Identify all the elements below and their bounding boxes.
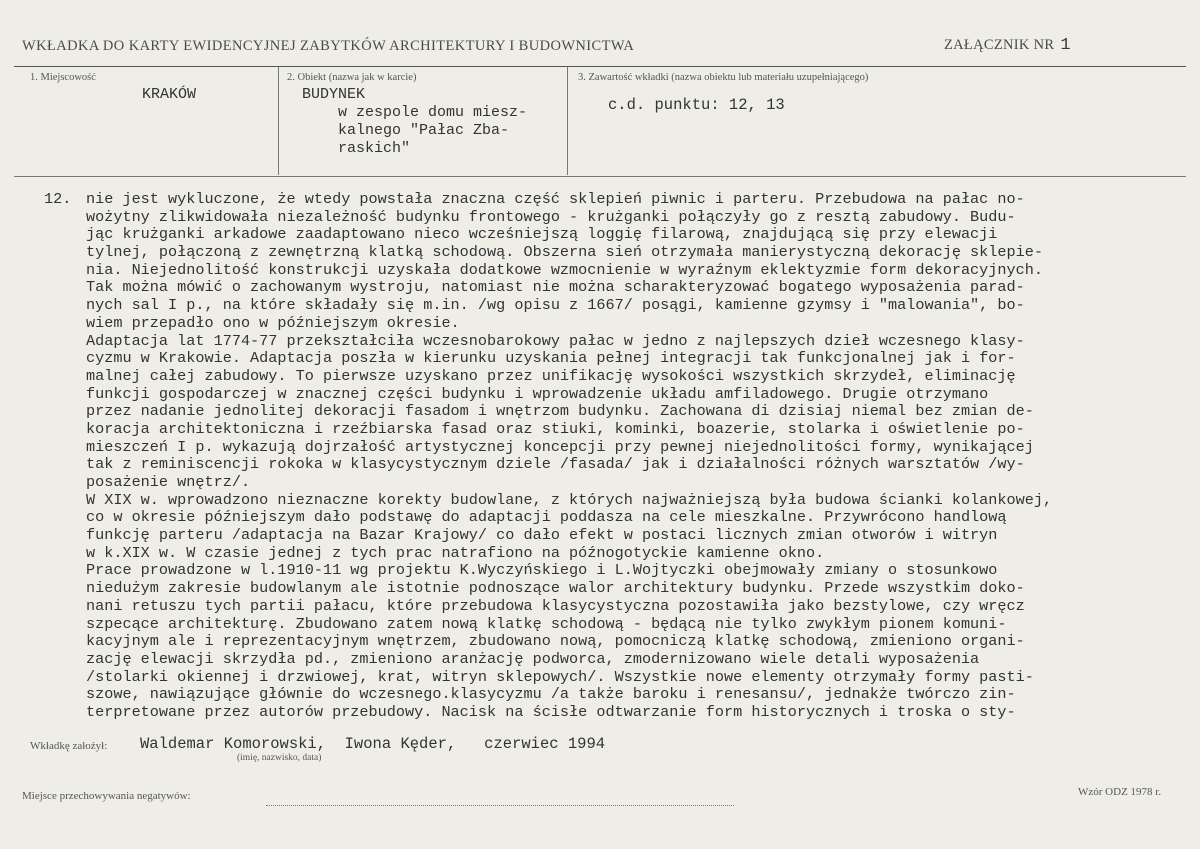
body-line: nani retuszu tych partii pałacu, które przebudowa klasycystyczna pozostawiła jako bezstylowe, czy wręcz	[86, 596, 1025, 615]
founded-by: Waldemar Komorowski, Iwona Kęder, czerwiec 1994	[140, 735, 606, 753]
negatives-dotted-line	[266, 805, 734, 806]
document-title: WKŁADKA DO KARTY EWIDENCYJNEJ ZABYTKÓW ARCHITEKTURY I BUDOWNICTWA	[22, 38, 635, 54]
field-divider-1	[278, 67, 279, 175]
body-line: malnej całej zabudowy. To pierwsze uzyskano przez unifikację wysokości wszystkich skrzydeł, eliminację	[86, 366, 1016, 385]
annex-label-text: ZAŁĄCZNIK NR	[944, 37, 1055, 53]
body-line: koracja architektoniczna i rzeźbiarska fasad oraz stiuki, kominki, boazerie, stolarka i oświetlenie po-	[86, 419, 1025, 438]
body-line: przez nadanie jednolitej dekoracji fasadom i wnętrzom budynku. Zachowana di dzisiaj niemal bez zmian de-	[86, 402, 1034, 421]
object-value-line4: raskich"	[338, 140, 411, 157]
body-line: jąc krużganki arkadowe zaadaptowano nieco wcześniejszą loggię filarową, znajdującą się przy elewacji	[86, 225, 998, 244]
body-line: co w okresie późniejszym dało podstawę do adaptacji poddasza na cele mieszkalne. Przywrócono handlową	[86, 508, 1007, 527]
paragraph-number: 12.	[44, 190, 72, 208]
object-value-line3: kalnego "Pałac Zba-	[338, 122, 510, 139]
negatives-label: Miejsce przechowywania negatywów:	[22, 790, 191, 802]
body-line: W XIX w. wprowadzono nieznaczne korekty budowlane, z których najważniejszą była budowa ścianki kolankowej,	[86, 490, 1053, 509]
body-line: nych sal I p., na które składały się m.in. /wg opisu z 1667/ posągi, kamienne gzymsy i "malowania", bo-	[86, 296, 1025, 315]
locality-label: 1. Miejscowość	[30, 72, 96, 83]
object-label: 2. Obiekt (nazwa jak w karcie)	[287, 72, 417, 83]
annex-label	[944, 36, 1071, 55]
locality-value: KRAKÓW	[142, 86, 197, 103]
top-rule	[14, 66, 1186, 67]
form-pattern: Wzór ODZ 1978 r.	[1078, 786, 1162, 798]
contents-label: 3. Zawartość wkładki (nazwa obiektu lub materiału uzupełniającego)	[578, 72, 869, 83]
body-line: Adaptacja lat 1774-77 przekształciła wczesnobarokowy pałac w jedno z najlepszych dzieł wczesnego klasy-	[86, 331, 1025, 350]
fields-rule	[14, 176, 1186, 177]
body-line: funkcji gospodarczej w znacznej części budynku i wprowadzenie układu amfiladowego. Drugie otrzymano	[86, 384, 989, 403]
field-divider-2	[567, 67, 568, 175]
body-line: nia. Niejednolitość konstrukcji uzyskała dodatkowe wzmocnienie w wyraźnym eklektyzmie form dekoracyjnych.	[86, 260, 1043, 279]
body-line: cyzmu w Krakowie. Adaptacja poszła w kierunku uzyskania pełnej integracji tak funkcjonalnej jak i for-	[86, 349, 1016, 368]
founded-hint: (imię, nazwisko, data)	[237, 753, 322, 763]
body-line: /stolarki okiennej i drzwiowej, krat, witryn sklepowych/. Wszystkie nowe elementy otrzymały formy pasti-	[86, 667, 1034, 686]
founded-label: Wkładkę założył:	[30, 740, 108, 752]
body-line: tak z reminiscencji rokoka w klasycystycznym dziele /fasada/ jak i działalności różnych warsztatów /wy-	[86, 455, 1025, 474]
body-line: Tak można mówić o zachowanym wystroju, natomiast nie można scharakteryzować bogatego wyposażenia parad-	[86, 278, 1025, 297]
body-line: terpretowane przez autorów przebudowy. Nacisk na ścisłe odtwarzanie form historycznych i troska o sty-	[86, 702, 1016, 721]
body-line: mieszczeń I p. wykazują dojrzałość artystycznej koncepcji przy pewnej niejednolitości formy, wynikającej	[86, 437, 1034, 456]
body-line: niedużym zakresie budowlanym ale istotnie podnoszące walor architektury budynku. Przede wszystkim doko-	[86, 579, 1025, 598]
body-line: posażenie wnętrz/.	[86, 473, 251, 491]
body-line: w k.XIX w. W czasie jednej z tych prac natrafiono na późnogotyckie kamienne okno.	[86, 543, 825, 562]
contents-value: c.d. punktu: 12, 13	[608, 96, 785, 114]
body-line: kacyjnym ale i reprezentacyjnym wnętrzem, zbudowano nową, pomocniczą klatkę schodową, zmieniono organi-	[86, 632, 1025, 651]
body-line: tylnej, połączoną z zewnętrzną klatką schodową. Obszerna sień otrzymała manierystyczną dekorację sklepie-	[86, 243, 1043, 262]
body-line: szpecące architekturę. Zbudowano zatem nową klatkę schodową - będącą nie tylko zwykłym pionem komuni-	[86, 614, 1007, 633]
body-line: Prace prowadzone w l.1910-11 wg projektu K.Wyczyńskiego i L.Wojtyczki obejmowały zmiany o stosunkowo	[86, 561, 998, 580]
body-line: nie jest wykluczone, że wtedy powstała znaczna część sklepień piwnic i parteru. Przebudowa na pałac no-	[86, 190, 1025, 208]
body-line: funkcję parteru /adaptacja na Bazar Krajowy/ co dało efekt w postaci licznych zmian otworów i witryn	[86, 526, 998, 545]
object-value-line2: w zespole domu miesz-	[338, 104, 528, 121]
body-line: wiem przepadło ono w późniejszym okresie.	[86, 313, 460, 332]
body-line: zację elewacji skrzydła pd., zmieniono aranżację podworca, zmodernizowano wiele detali wyposażenia	[86, 649, 980, 668]
body-line: szowe, nawiązujące głównie do wczesnego.klasycyzmu /a także baroku i renesansu/, jednakże twórczo zin-	[86, 685, 1016, 704]
body-text	[86, 191, 1176, 722]
annex-number: 1	[1060, 36, 1071, 55]
body-line: wożytny zlikwidowała niezależność budynku frontowego - krużganki połączyły go z resztą zabudowy. Budu-	[86, 207, 1016, 226]
object-value-line1: BUDYNEK	[302, 86, 366, 103]
